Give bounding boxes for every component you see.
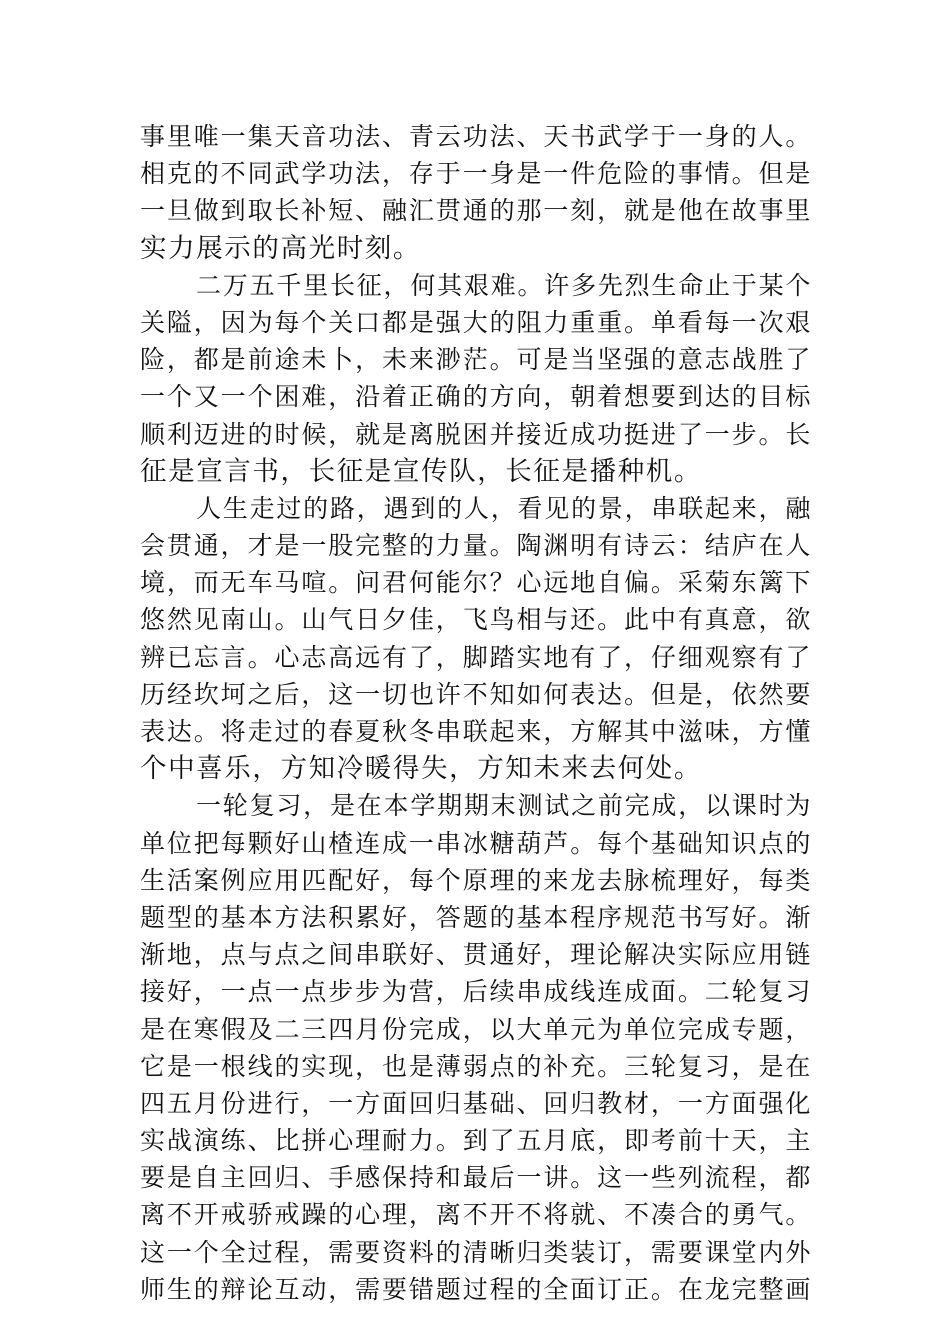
text-line: 人生走过的路，遇到的人，看见的景，串联起来，融 [196,493,812,523]
paragraph [140,787,812,1308]
text-line: 事里唯一集天音功法、青云功法、天书武学于一身的人。 [140,122,812,151]
text-line: 实战演练、比拼心理耐力。到了五月底，即考前十天，主 [140,1126,812,1156]
text-line: 表达。将走过的春夏秋冬串联起来，方解其中滋味，方懂 [140,717,812,746]
document-body [140,118,812,1308]
paragraph [140,118,812,267]
text-line: 渐地，点与点之间串联好、贯通好，理论解决实际应用链 [140,940,812,970]
paragraph [140,267,812,490]
text-line: 是在寒假及二三四月份完成，以大单元为单位完成专题， [140,1014,812,1044]
text-line: 辨已忘言。心志高远有了，脚踏实地有了，仔细观察有了 [140,642,812,672]
text-line: 这一个全过程，需要资料的清晰归类装订，需要课堂内外 [140,1237,812,1267]
text-line: 个中喜乐，方知冷暖得失，方知未来去何处。 [140,753,702,785]
text-line: 四五月份进行，一方面回归基础、回归教材，一方面强化 [140,1088,812,1118]
text-line: 征是宣言书，长征是宣传队，长征是播种机。 [140,455,702,487]
text-line: 境，而无车马喧。问君何能尔？心远地自偏。采菊东篱下 [140,568,812,598]
text-line: 要是自主回归、手感保持和最后一讲。这一些列流程，都 [140,1163,812,1193]
text-line: 历经坎坷之后，这一切也许不知如何表达。但是，依然要 [140,679,812,709]
text-line: 单位把每颗好山楂连成一串冰糖葫芦。每个基础知识点的 [140,828,812,858]
text-line: 关隘，因为每个关口都是强大的阻力重重。单看每一次艰 [140,307,812,337]
text-line: 师生的辩论互动，需要错题过程的全面订正。在龙完整画 [140,1274,812,1304]
text-line: 悠然见南山。山气日夕佳，飞鸟相与还。此中有真意，欲 [140,605,812,635]
text-line: 二万五千里长征，何其艰难。许多先烈生命止于某个 [196,270,812,300]
paragraph [140,490,812,788]
text-line: 险，都是前途未卜，未来渺茫。可是当坚强的意志战胜了 [140,345,812,375]
text-line: 题型的基本方法积累好，答题的基本程序规范书写好。渐 [140,902,812,932]
text-line: 会贯通，才是一股完整的力量。陶渊明有诗云：结庐在人 [140,531,812,561]
text-line: 离不开戒骄戒躁的心理，离不开不将就、不凑合的勇气。 [140,1200,812,1230]
text-line: 生活案例应用匹配好，每个原理的来龙去脉梳理好，每类 [140,865,812,895]
text-line: 一个又一个困难，沿着正确的方向，朝着想要到达的目标 [140,382,812,412]
text-line: 它是一根线的实现，也是薄弱点的补充。三轮复习，是在 [140,1051,812,1081]
text-line: 顺利迈进的时候，就是离脱困并接近成功挺进了一步。长 [140,419,812,449]
text-line: 一旦做到取长补短、融汇贯通的那一刻，就是他在故事里 [140,196,812,226]
text-line: 接好，一点一点步步为营，后续串成线连成面。二轮复习 [140,977,812,1007]
text-line: 相克的不同武学功法，存于一身是一件危险的事情。但是 [140,159,812,189]
text-line: 一轮复习，是在本学期期末测试之前完成，以课时为 [196,791,812,821]
text-line: 实力展示的高光时刻。 [140,232,421,264]
